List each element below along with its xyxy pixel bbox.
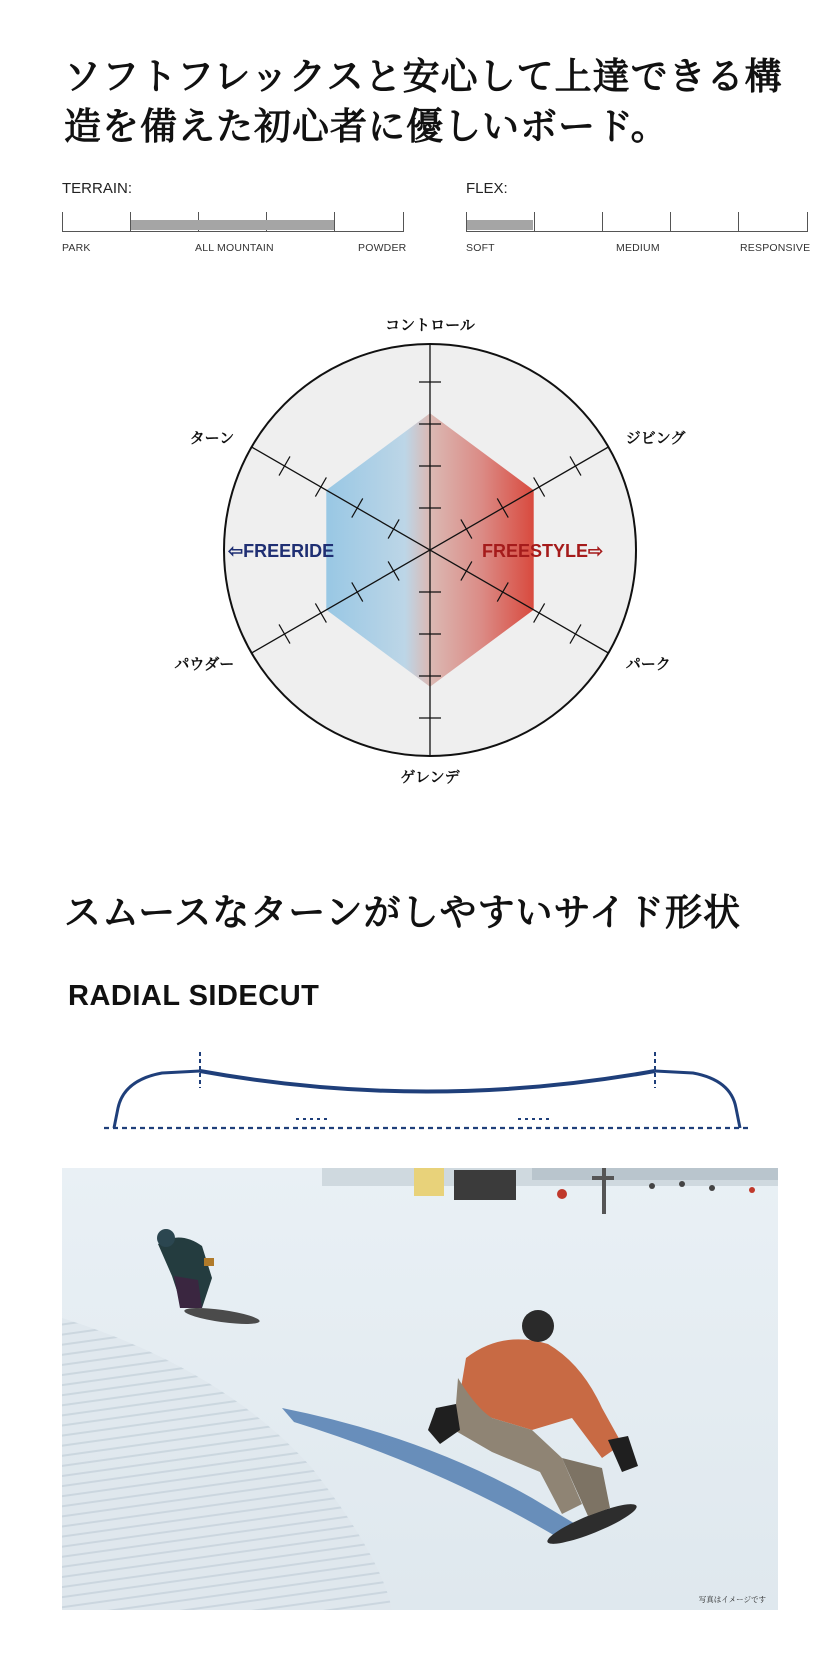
headline-soft-flex: ソフトフレックスと安心して上達できる構造を備えた初心者に優しいボード。 (64, 55, 783, 148)
terrain-label: TERRAIN: (62, 180, 133, 197)
terrain-scale-park: PARK (62, 242, 91, 254)
terrain-meter (62, 212, 404, 236)
freestyle-label: FREESTYLE⇨ (482, 541, 604, 561)
sidecut-tip-left (114, 1071, 200, 1128)
sidecut-diagram (100, 1040, 760, 1140)
radar-axis-label: コントロール (385, 316, 475, 334)
sidecut-tip-right (655, 1071, 740, 1128)
sidecut-title: RADIAL SIDECUT (68, 980, 320, 1012)
headline-smooth-turn: スムースなターンがしやすいサイド形状 (64, 891, 741, 934)
flex-label: FLEX: (466, 180, 508, 197)
snowboarders-photo-illustration (62, 1168, 778, 1610)
terrain-scale-powder: POWDER (358, 242, 407, 254)
terrain-scale-all-mountain: ALL MOUNTAIN (195, 242, 274, 254)
flex-scale-responsive: RESPONSIVE (740, 242, 811, 254)
flex-fill (467, 220, 533, 230)
radar-axis-label: ターン (189, 429, 235, 447)
sidecut-edge-curve (200, 1071, 655, 1092)
radar-axis-label: ゲレンデ (400, 768, 460, 786)
snowboarders-photo (62, 1168, 778, 1610)
radar-axis-label: パーク (625, 655, 671, 673)
photo-caption: 写真はイメージです (698, 1595, 766, 1604)
freeride-label: ⇦FREERIDE (228, 541, 335, 561)
flex-scale-soft: SOFT (466, 242, 495, 254)
radar-axis-label: ジビング (625, 429, 686, 447)
radar-axis-label: パウダー (174, 655, 235, 673)
flex-scale-medium: MEDIUM (616, 242, 660, 254)
terrain-fill (131, 220, 334, 230)
radar-chart (150, 300, 710, 800)
flex-meter (466, 212, 808, 236)
